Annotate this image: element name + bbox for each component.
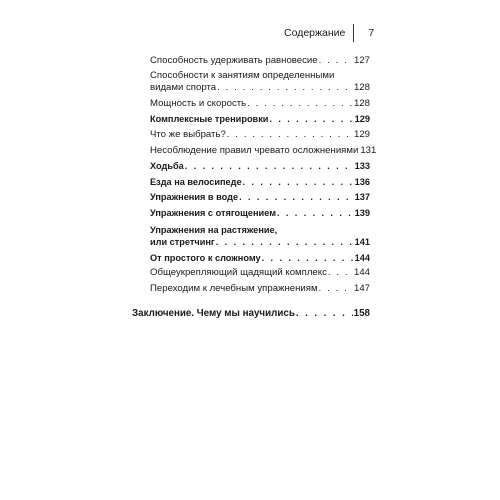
toc-entry — [132, 129, 370, 142]
toc-entry — [132, 113, 370, 126]
toc-leader — [319, 55, 353, 68]
running-head-divider — [353, 24, 354, 42]
toc-leader — [277, 207, 354, 220]
toc-leader — [296, 308, 353, 321]
toc-entry-page: 144 — [354, 252, 370, 263]
toc-entry — [132, 207, 370, 220]
toc-leader — [269, 113, 353, 126]
toc-entry-title: От простого к сложному — [150, 252, 261, 263]
toc-entry-page: 141 — [354, 237, 370, 248]
toc-entry-page: 139 — [354, 207, 370, 218]
toc-leader — [243, 176, 354, 189]
toc-entry — [132, 252, 370, 265]
toc-entry-page: 158 — [353, 307, 370, 319]
toc-entry-page: 133 — [354, 161, 370, 172]
toc-entry-page: 128 — [353, 97, 370, 109]
toc-entry — [132, 160, 370, 173]
toc-entry — [132, 224, 370, 249]
table-of-contents — [132, 55, 377, 320]
toc-entry-title: Несоблюдение правил чревато осложнениями — [150, 144, 359, 156]
toc-entry-page: 128 — [353, 82, 370, 94]
toc-leader — [216, 236, 354, 249]
toc-entry-title: Мощность и скорость — [150, 97, 247, 109]
toc-leader — [328, 267, 353, 280]
toc-entry-title: Ходьба — [150, 161, 184, 172]
toc-leader — [319, 283, 353, 296]
toc-entry-title: Езда на велосипеде — [150, 176, 242, 187]
toc-entry — [132, 267, 370, 280]
toc-entry-page: 131 — [360, 144, 377, 156]
toc-entry-page: 129 — [354, 114, 370, 125]
toc-entry-title: Способность удерживать равновесие — [150, 55, 318, 66]
toc-leader — [247, 98, 353, 111]
toc-leader — [217, 82, 353, 95]
toc-entry-title: Переходим к лечебным упражнениям — [150, 282, 318, 294]
running-head — [284, 25, 374, 41]
toc-entry-page: 147 — [353, 282, 370, 294]
toc-entry-title: Упражнения с отягощением — [150, 207, 276, 218]
page-number: 7 — [368, 27, 375, 39]
toc-entry-title: Упражнения в воде — [150, 192, 239, 203]
toc-entry — [132, 144, 377, 158]
toc-leader — [227, 129, 353, 142]
toc-entry-page: 129 — [353, 128, 370, 140]
toc-leader — [262, 252, 354, 265]
toc-leader — [239, 191, 354, 204]
toc-entry-conclusion — [132, 308, 370, 321]
toc-leader — [185, 160, 354, 173]
toc-entry-page: 136 — [354, 176, 370, 187]
toc-entry — [132, 98, 370, 111]
toc-entry-title: или стретчинг — [150, 237, 215, 248]
toc-entry — [132, 283, 370, 296]
toc-entry-title: Общеукрепляющий щадящий комплекс — [150, 267, 327, 279]
toc-entry-page: 137 — [354, 192, 370, 203]
toc-entry-title-line1: Способности к занятиям определенными — [150, 69, 335, 81]
toc-entry-title: Заключение. Чему мы научились — [132, 307, 295, 319]
toc-entry-title-line1: Упражнения на растяжение, — [150, 224, 278, 235]
toc-entry-page: 144 — [353, 267, 370, 279]
toc-entry — [132, 55, 370, 68]
toc-entry — [132, 176, 370, 189]
toc-entry-page: 127 — [353, 55, 370, 66]
running-head-section: Содержание — [284, 27, 346, 39]
toc-entry-title: Комплексные тренировки — [150, 114, 269, 125]
toc-entry-title: Что же выбрать? — [150, 128, 226, 140]
toc-entry — [132, 191, 370, 204]
toc-entry-title: видами спорта — [150, 82, 217, 94]
toc-entry — [132, 70, 370, 95]
